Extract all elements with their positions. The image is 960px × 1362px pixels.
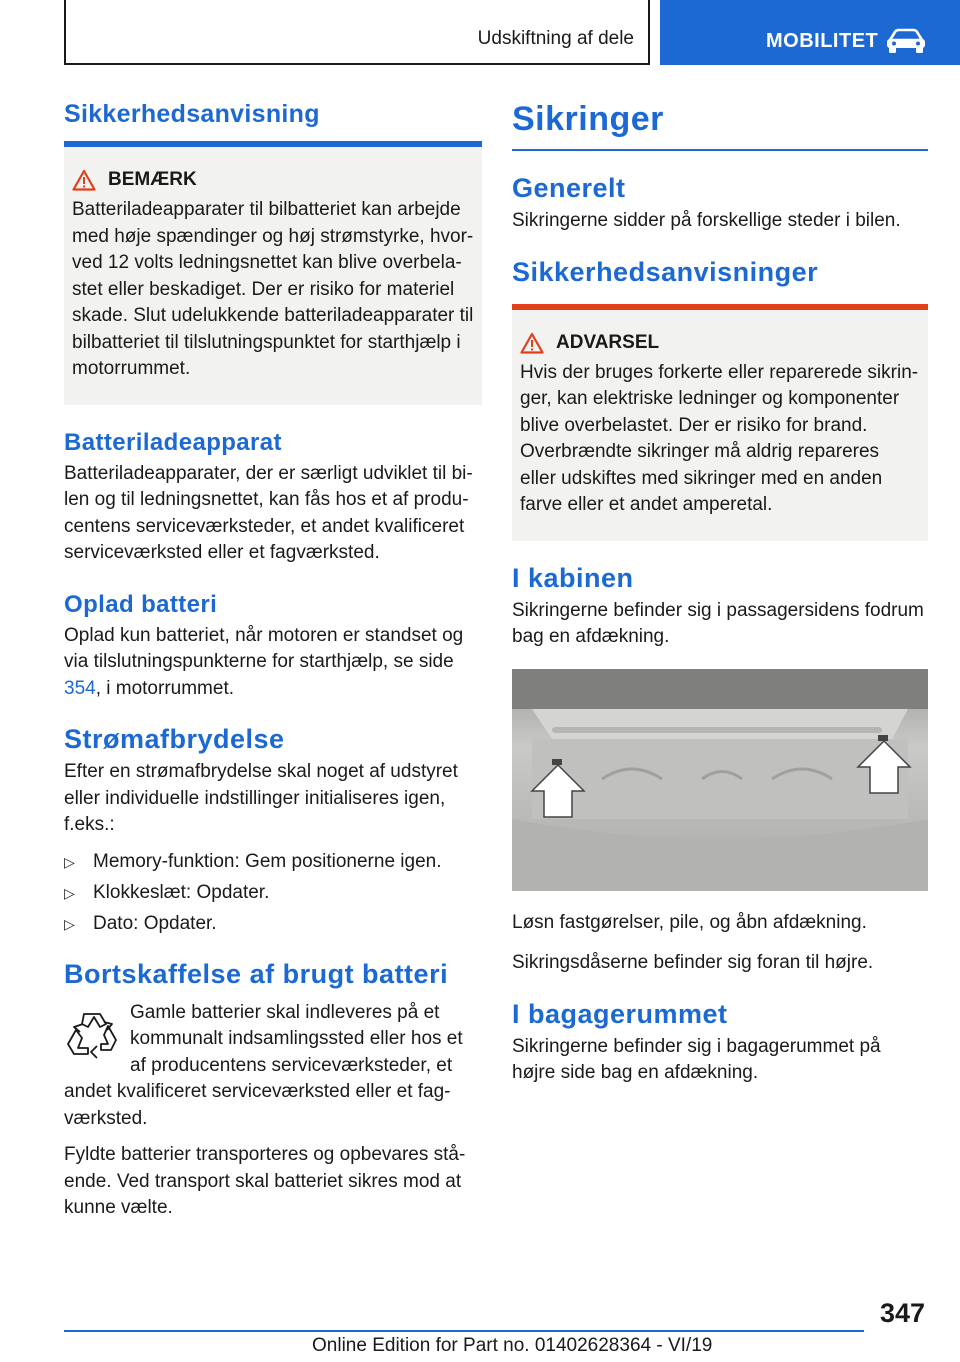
header-section-title: Udskiftning af dele xyxy=(477,28,634,49)
list-item-text: Klokkeslæt: Opdater. xyxy=(93,881,270,903)
charge-text-start: Oplad kun batteriet, når motoren er standset og via tilslutningspunkterne for starthjælp, se side xyxy=(64,624,464,672)
power-cut-list xyxy=(64,849,482,937)
cabin-caption-1: Løsn fastgørelser, pile, og åbn afdækning. xyxy=(512,911,867,933)
general-heading: Generelt xyxy=(512,173,626,203)
disposal-block xyxy=(64,1000,482,1133)
list-item-text: Memory-funktion: Gem positionerne igen. xyxy=(93,850,442,872)
fuse-cover-photo xyxy=(512,669,928,891)
bullet-triangle-icon: ▷ xyxy=(64,853,75,870)
note-text: Batteriladeapparater til bilbatteriet kan arbejde med høje spændinger og høj strømstyrke, hvorved 12 volts ledningsnettet kan blive overbelastet eller beskadiget. Der er risiko for materiel skade. Slut udelukkende batteriladeapparater til bilbatteriet til tilslutningspunktet for starthjælp i motorrummet. xyxy=(72,199,474,379)
warning-text: Hvis der bruges forkerte eller reparerede sikringer, kan elektriske ledninger og komponenter blive overbelastet. Der er risiko for brand. Overbrændte sikringer må aldrig repareres eller udskiftes med sikringer med en anden farve eller et andet amperetal. xyxy=(520,361,919,515)
charge-heading: Oplad batteri xyxy=(64,590,218,618)
left-column xyxy=(64,100,482,1222)
disposal-text-rest: andet kvalificeret serviceværksted eller et fagværksted. xyxy=(64,1081,451,1129)
header-section-box xyxy=(64,0,650,65)
note-title: BEMÆRK xyxy=(108,169,197,190)
footer-rule xyxy=(64,1330,864,1332)
charge-text-end: , i motorrummet. xyxy=(95,677,235,699)
safety-warnings-heading: Sikkerhedsanvisninger xyxy=(512,256,819,287)
charger-heading: Batteriladeapparat xyxy=(64,428,282,456)
chapter-tab[interactable] xyxy=(660,0,960,65)
charge-text xyxy=(64,623,482,703)
trunk-heading: I bagagerummet xyxy=(512,998,728,1029)
cabin-text: Sikringerne befinder sig i passagersidens fodrum bag en afdækning. xyxy=(512,599,924,647)
recycle-icon xyxy=(64,1008,122,1062)
general-text: Sikringerne sidder på forskellige steder i bilen. xyxy=(512,210,901,231)
trunk-text: Sikringerne befinder sig i bagagerummet på højre side bag en afdækning. xyxy=(512,1035,881,1083)
bullet-triangle-icon: ▷ xyxy=(64,884,75,901)
list-item xyxy=(64,849,482,875)
warning-title-row xyxy=(520,332,920,354)
list-item xyxy=(64,911,482,937)
footer-edition-text: Online Edition for Part no. 01402628364 - VI/19 xyxy=(312,1335,713,1356)
safety-heading: Sikkerhedsanvisning xyxy=(64,100,320,128)
page-number: 347 xyxy=(880,1298,926,1328)
disposal-heading: Bortskaffelse af brugt batteri xyxy=(64,958,449,989)
note-title-row xyxy=(72,169,474,191)
disposal-text-2: Fyldte batterier transporteres og opbevares stående. Ved transport skal batteriet sikres mod at kunne vælte. xyxy=(64,1144,466,1218)
list-item-text: Dato: Opdater. xyxy=(93,912,217,934)
page-link[interactable]: 354 xyxy=(64,677,96,699)
right-column xyxy=(512,100,928,1087)
disposal-text-first: Gamle batterier skal indleveres på et kommunalt indsamlingssted eller hos et af producentens serviceværksteder, et xyxy=(130,1001,463,1076)
bullet-triangle-icon: ▷ xyxy=(64,915,75,932)
power-cut-text: Efter en strømafbrydelse skal noget af udstyret eller individuelle indstillinger initialiseres igen, f.eks.: xyxy=(64,761,458,835)
chapter-tab-label: MOBILITET xyxy=(766,30,879,52)
cabin-caption-2: Sikringsdåserne befinder sig foran til højre. xyxy=(512,952,874,973)
charger-text: Batteriladeapparater, der er særligt udviklet til bilen og til ledningsnettet, kan fås hos et af producentens serviceværksteder, et andet kvalificeret serviceværksted eller et fagværksted. xyxy=(64,462,473,563)
warning-triangle-icon xyxy=(72,169,96,191)
warning-triangle-icon xyxy=(520,332,544,354)
warning-title: ADVARSEL xyxy=(556,331,660,353)
car-icon xyxy=(884,28,928,54)
cabin-heading: I kabinen xyxy=(512,562,634,593)
warning-callout xyxy=(512,310,928,541)
power-cut-heading: Strømafbrydelse xyxy=(64,724,285,754)
footer-edition xyxy=(312,1335,712,1357)
list-item xyxy=(64,880,482,906)
chapter-title: Sikringer xyxy=(512,100,928,151)
note-callout xyxy=(64,147,482,405)
